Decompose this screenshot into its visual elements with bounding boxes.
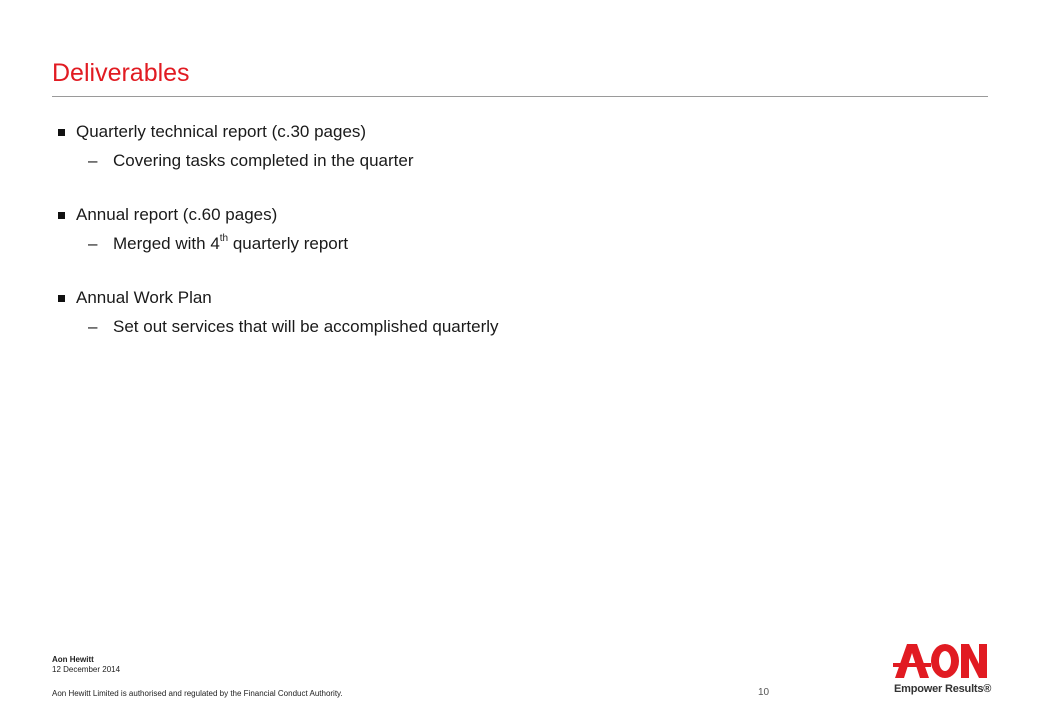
bullet-text: Annual report (c.60 pages) [76,205,278,224]
sub-text-after: quarterly report [228,234,349,253]
bullet-text: Annual Work Plan [76,288,212,307]
page-number: 10 [758,687,770,698]
sub-bullet-text: Set out services that will be accomplished quarterly [113,317,499,336]
square-bullet-icon [58,212,65,219]
dash-bullet-icon: – [88,317,98,336]
footer-company: Aon Hewitt [52,655,94,664]
sub-bullet-text [113,232,348,256]
dash-bullet-icon: – [88,234,98,253]
square-bullet-icon [58,295,65,302]
dash-bullet-icon: – [88,151,98,170]
footer-date: 12 December 2014 [52,665,121,674]
sub-text-before: Merged with 4 [113,234,220,253]
brand-tagline: Empower Results® [894,683,992,695]
slide-title: Deliverables [52,59,190,87]
footer-info [52,655,120,675]
title-divider [52,96,988,97]
sub-bullet-text: Covering tasks completed in the quarter [113,151,414,170]
square-bullet-icon [58,129,65,136]
ordinal-superscript: th [219,233,229,245]
bullet-text: Quarterly technical report (c.30 pages) [76,122,367,141]
footer-legal-text: Aon Hewitt Limited is authorised and regulated by the Financial Conduct Authority. [52,689,343,698]
